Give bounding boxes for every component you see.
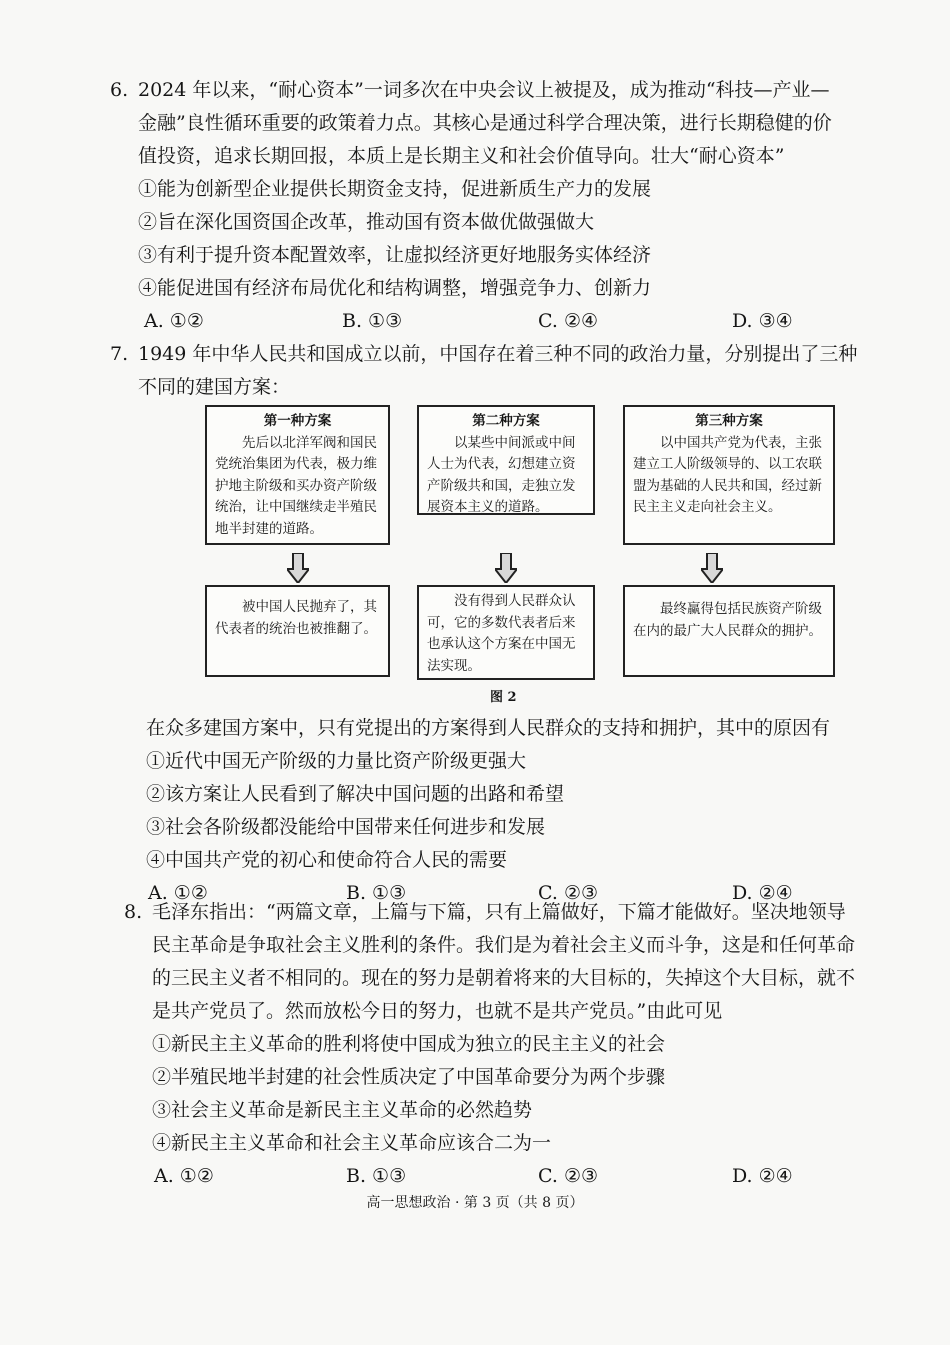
option-b[interactable]: B. ①③: [346, 882, 407, 904]
plan-1-box: [205, 405, 390, 545]
plan-2-title: 第二种方案: [472, 413, 540, 429]
arrow-down-icon: [495, 553, 517, 583]
arrow-down-icon: [701, 553, 723, 583]
option-a[interactable]: A. ①②: [144, 310, 204, 332]
options-row: [124, 1160, 894, 1193]
option-a[interactable]: A. ①②: [154, 1165, 214, 1187]
question-7-continued: [146, 712, 896, 910]
plan-1-result: 被中国人民抛弃了，其代表者的统治也被推翻了。: [215, 599, 377, 637]
statement-2: ②旨在深化国资国企改革，推动国有资本做优做强做大: [138, 211, 595, 233]
question-stem-line: 不同的建国方案：: [138, 376, 291, 398]
question-7: [110, 338, 890, 404]
question-6: [110, 74, 890, 338]
plan-1-title: 第一种方案: [263, 413, 332, 429]
page-footer: 高一思想政治 · 第 3 页（共 8 页）: [366, 1195, 584, 1211]
statement-1: ①近代中国无产阶级的力量比资产阶级更强大: [146, 750, 527, 772]
question-stem-line: 2024 年以来，“耐心资本”一词多次在中央会议上被提及，成为推动“科技—产业—: [138, 79, 830, 101]
option-c[interactable]: C. ②④: [538, 310, 599, 332]
plan-3-result-box: [623, 585, 835, 677]
statement-4: ④新民主主义革命和社会主义革命应该合二为一: [152, 1132, 552, 1154]
plan-3-result: 最终赢得包括民族资产阶级在内的最广大人民群众的拥护。: [633, 601, 822, 639]
question-stem-line: 民主革命是争取社会主义胜利的条件。我们是为着社会主义而斗争，这是和任何革命: [152, 934, 856, 956]
plan-1-result-box: [205, 585, 390, 677]
option-c[interactable]: C. ②③: [538, 882, 599, 904]
plan-2-text: 以某些中间派或中间人士为代表，幻想建立资产阶级共和国，走独立发展资本主义的道路。: [427, 434, 576, 515]
question-stem-line: 毛泽东指出：“两篇文章，上篇与下篇，只有上篇做好，下篇才能做好。坚决地领导: [152, 901, 846, 923]
statement-4: ④能促进国有经济布局优化和结构调整，增强竞争力、创新力: [138, 277, 652, 299]
plan-3-box: [623, 405, 835, 545]
question-number: 6.: [110, 79, 129, 101]
plan-2-result: 没有得到人民群众认可，它的多数代表者后来也承认这个方案在中国无法实现。: [427, 593, 576, 674]
statement-1: ①新民主主义革命的胜利将使中国成为独立的民主主义的社会: [152, 1033, 666, 1055]
option-b[interactable]: B. ①③: [346, 1165, 407, 1187]
statement-2: ②该方案让人民看到了解决中国问题的出路和希望: [146, 783, 565, 805]
question-stem-line: 1949 年中华人民共和国成立以前，中国存在着三种不同的政治力量，分别提出了三种: [138, 343, 858, 365]
option-b[interactable]: B. ①③: [342, 310, 403, 332]
question-stem-line: 的三民主义者不相同的。现在的努力是朝着将来的大目标的，失掉这个大目标，就不: [152, 967, 856, 989]
statement-2: ②半殖民地半封建的社会性质决定了中国革命要分为两个步骤: [152, 1066, 666, 1088]
statement-3: ③有利于提升资本配置效率，让虚拟经济更好地服务实体经济: [138, 244, 652, 266]
plan-2-result-box: [417, 585, 595, 680]
question-number: 8.: [124, 901, 143, 923]
options-row: [110, 305, 890, 338]
statement-3: ③社会各阶级都没能给中国带来任何进步和发展: [146, 816, 546, 838]
statement-4: ④中国共产党的初心和使命符合人民的需要: [146, 849, 508, 871]
nation-building-plans-diagram: [205, 405, 835, 705]
question-stem-line: 在众多建国方案中，只有党提出的方案得到人民群众的支持和拥护，其中的原因有: [146, 717, 831, 739]
question-stem-line: 是共产党员了。然而放松今日的努力，也就不是共产党员。”由此可见: [152, 1000, 723, 1022]
question-stem-line: 值投资，追求长期回报，本质上是长期主义和社会价值导向。壮大“耐心资本”: [138, 145, 785, 167]
plan-1-text: 先后以北洋军阀和国民党统治集团为代表，极力维护地主阶级和买办资产阶级统治，让中国继续走半殖民地半封建的道路。: [215, 434, 377, 537]
option-d[interactable]: D. ②④: [732, 1165, 793, 1187]
statement-3: ③社会主义革命是新民主主义革命的必然趋势: [152, 1099, 533, 1121]
option-a[interactable]: A. ①②: [148, 882, 208, 904]
option-d[interactable]: D. ③④: [732, 310, 793, 332]
question-8: [124, 896, 894, 1193]
question-stem-line: 金融”良性循环重要的政策着力点。其核心是通过科学合理决策，进行长期稳健的价: [138, 112, 832, 134]
figure-caption: 图 2: [490, 690, 517, 705]
plan-3-title: 第三种方案: [695, 413, 763, 429]
option-c[interactable]: C. ②③: [538, 1165, 599, 1187]
arrow-down-icon: [287, 553, 309, 583]
plan-2-box: [417, 405, 595, 515]
option-d[interactable]: D. ②④: [732, 882, 793, 904]
statement-1: ①能为创新型企业提供长期资金支持，促进新质生产力的发展: [138, 178, 652, 200]
question-number: 7.: [110, 343, 129, 365]
plan-3-text: 以中国共产党为代表，主张建立工人阶级领导的、以工农联盟为基础的人民共和国，经过新民主主义走向社会主义。: [633, 434, 822, 515]
